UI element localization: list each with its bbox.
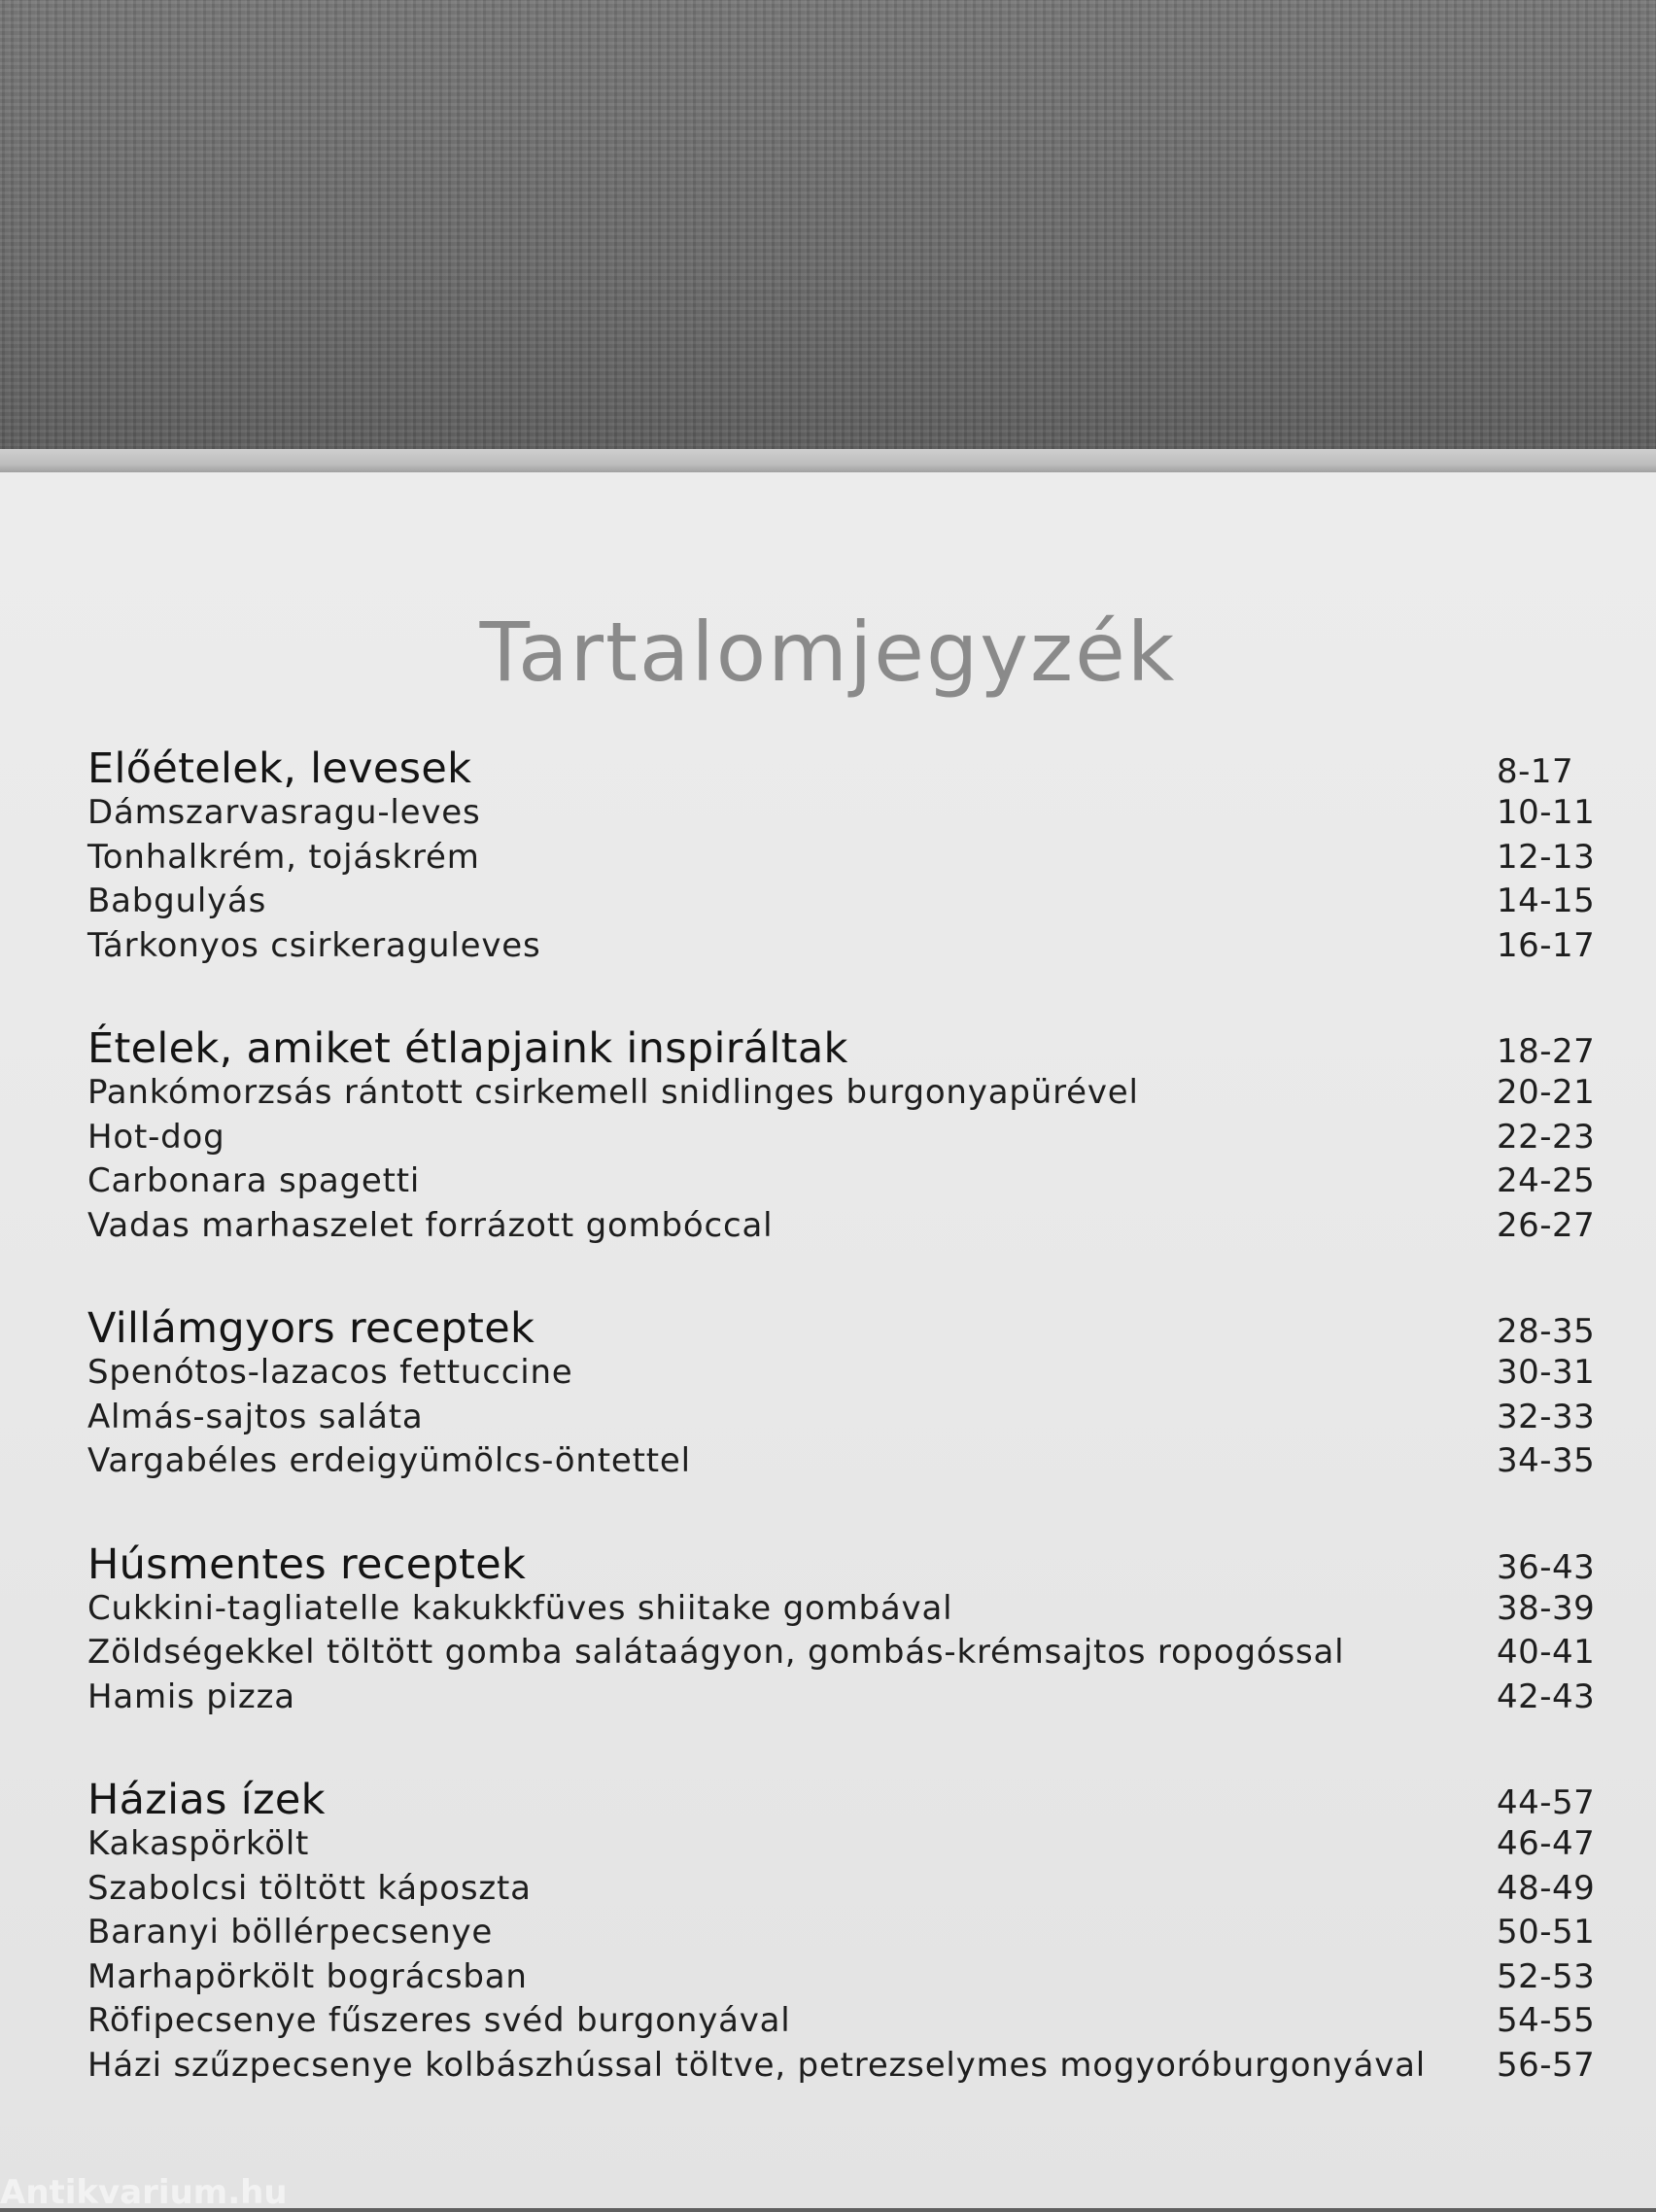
toc-entry — [87, 2046, 1604, 2091]
recipe-title: Dámszarvasragu-leves — [87, 793, 481, 832]
toc-entry — [87, 1869, 1604, 1914]
recipe-page-range: 40-41 — [1497, 1633, 1596, 1672]
recipe-page-range: 34-35 — [1497, 1441, 1596, 1480]
recipe-page-range: 30-31 — [1497, 1353, 1596, 1392]
section-heading: Előételek, levesek — [87, 744, 472, 793]
recipe-page-range: 26-27 — [1497, 1205, 1596, 1245]
section-heading-row — [87, 1540, 1604, 1589]
toc-entry — [87, 1913, 1604, 1957]
toc-entry — [87, 1957, 1604, 2002]
recipe-page-range: 12-13 — [1497, 837, 1596, 877]
watermark-text: Antikvarium.hu — [0, 2173, 288, 2212]
page-title: Tartalomjegyzék — [479, 605, 1177, 701]
recipe-title: Házi szűzpecsenye kolbászhússal töltve, petrezselymes mogyoróburgonyával — [87, 2045, 1427, 2085]
recipe-title: Spenótos-lazacos fettuccine — [87, 1353, 573, 1392]
toc-entry — [87, 1398, 1604, 1442]
recipe-title: Hot-dog — [87, 1117, 225, 1157]
toc-section — [87, 1024, 1604, 1250]
recipe-title: Tárkonyos csirkeraguleves — [87, 925, 541, 965]
recipe-title: Vargabéles erdeigyümölcs-öntettel — [87, 1441, 691, 1480]
toc-entry — [87, 881, 1604, 926]
table-of-contents — [87, 744, 1604, 2144]
recipe-page-range: 42-43 — [1497, 1676, 1596, 1716]
toc-entry — [87, 1441, 1604, 1486]
toc-entry — [87, 1118, 1604, 1162]
recipe-page-range: 10-11 — [1497, 793, 1596, 832]
toc-entry — [87, 1161, 1604, 1206]
toc-entry — [87, 1073, 1604, 1118]
recipe-page-range: 56-57 — [1497, 2045, 1596, 2085]
recipe-title: Baranyi böllérpecsenye — [87, 1913, 494, 1952]
toc-entry — [87, 793, 1604, 838]
recipe-title: Carbonara spagetti — [87, 1161, 421, 1200]
recipe-title: Kakaspörkölt — [87, 1824, 310, 1863]
section-heading-row — [87, 1776, 1604, 1824]
toc-section — [87, 1776, 1604, 2090]
recipe-page-range: 24-25 — [1497, 1161, 1596, 1200]
toc-entry — [87, 1589, 1604, 1634]
section-heading-row — [87, 1304, 1604, 1353]
recipe-page-range: 16-17 — [1497, 925, 1596, 965]
recipe-title: Almás-sajtos saláta — [87, 1397, 424, 1436]
toc-entry — [87, 926, 1604, 971]
page-top-edge — [0, 449, 1656, 474]
toc-entry — [87, 1824, 1604, 1869]
section-page-range: 44-57 — [1497, 1783, 1596, 1822]
toc-entry — [87, 1677, 1604, 1722]
recipe-page-range: 52-53 — [1497, 1956, 1596, 1996]
toc-entry — [87, 2001, 1604, 2046]
section-page-range: 8-17 — [1497, 752, 1574, 791]
recipe-title: Tonhalkrém, tojáskrém — [87, 837, 480, 877]
toc-section — [87, 1304, 1604, 1486]
recipe-page-range: 20-21 — [1497, 1073, 1596, 1112]
section-heading: Húsmentes receptek — [87, 1539, 527, 1589]
section-heading-row — [87, 1024, 1604, 1073]
toc-entry — [87, 1206, 1604, 1251]
toc-section — [87, 744, 1604, 970]
recipe-title: Cukkini-tagliatelle kakukkfüves shiitake gombával — [87, 1588, 953, 1628]
section-heading-row — [87, 744, 1604, 793]
section-page-range: 36-43 — [1497, 1547, 1596, 1587]
section-heading: Házias ízek — [87, 1776, 326, 1824]
section-page-range: 18-27 — [1497, 1032, 1596, 1071]
recipe-page-range: 48-49 — [1497, 1868, 1596, 1908]
recipe-title: Röfipecsenye fűszeres svéd burgonyával — [87, 2001, 791, 2040]
recipe-title: Hamis pizza — [87, 1676, 295, 1716]
recipe-title: Szabolcsi töltött káposzta — [87, 1868, 532, 1908]
recipe-page-range: 32-33 — [1497, 1397, 1596, 1436]
toc-entry — [87, 1633, 1604, 1677]
recipe-title: Vadas marhaszelet forrázott gombóccal — [87, 1205, 774, 1245]
recipe-page-range: 38-39 — [1497, 1588, 1596, 1628]
section-heading: Ételek, amiket étlapjaink inspiráltak — [87, 1024, 848, 1073]
recipe-title: Babgulyás — [87, 881, 267, 920]
recipe-title: Marhapörkölt bográcsban — [87, 1956, 528, 1996]
recipe-title: Zöldségekkel töltött gomba salátaágyon, gombás-krémsajtos ropogóssal — [87, 1633, 1345, 1672]
toc-entry — [87, 1353, 1604, 1398]
recipe-page-range: 14-15 — [1497, 881, 1596, 920]
recipe-page-range: 50-51 — [1497, 1913, 1596, 1952]
recipe-page-range: 54-55 — [1497, 2001, 1596, 2040]
toc-section — [87, 1540, 1604, 1722]
recipe-title: Pankómorzsás rántott csirkemell snidlinges burgonyapürével — [87, 1073, 1139, 1112]
recipe-page-range: 22-23 — [1497, 1117, 1596, 1157]
table-surface-background — [0, 0, 1656, 467]
toc-entry — [87, 838, 1604, 882]
recipe-page-range: 46-47 — [1497, 1824, 1596, 1863]
section-heading: Villámgyors receptek — [87, 1304, 535, 1353]
section-page-range: 28-35 — [1497, 1312, 1596, 1351]
